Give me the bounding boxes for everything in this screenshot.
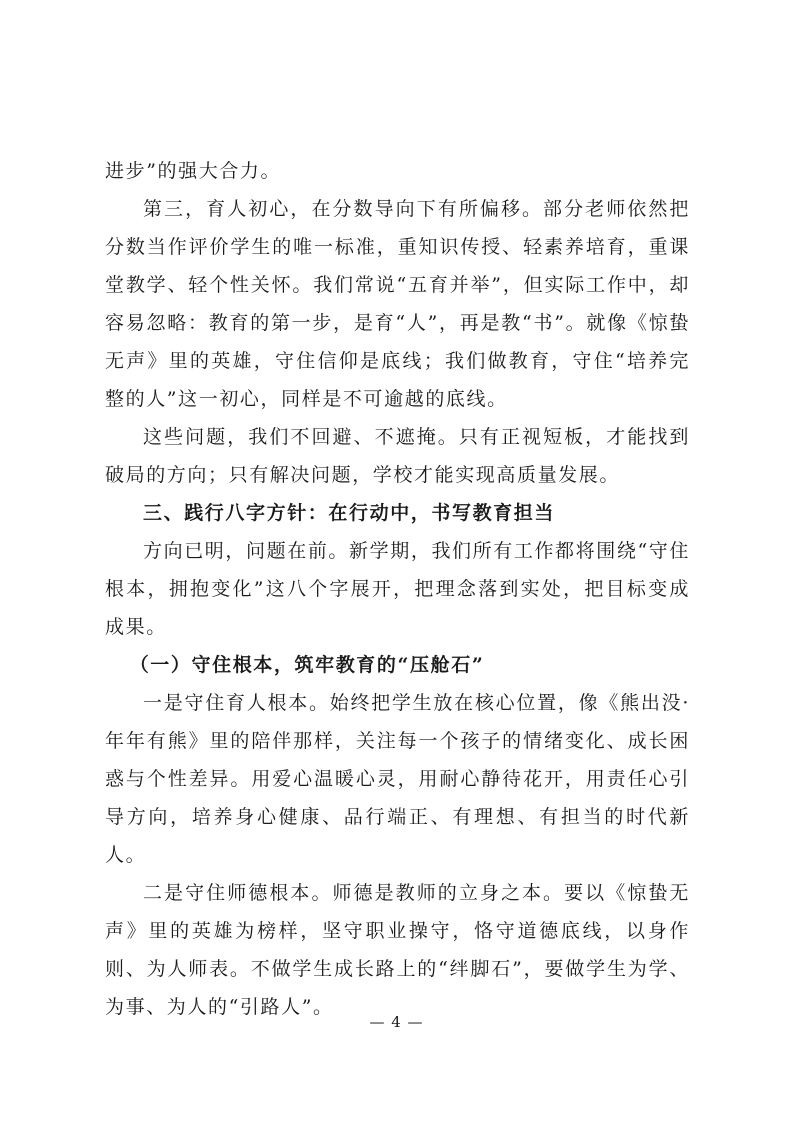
subsection-heading: （一）守住根本，筑牢教育的“压舱石” [129, 654, 485, 676]
paragraph-continuation: 进步”的强大合力。 [105, 160, 282, 182]
paragraph-teacher-ethics: 二是守住师德根本。师德是教师的立身之本。要以《惊蛰无声》里的英雄为榜样，坚守职业操守，恪守道德底线，以身作则、为人师表。不做学生成长路上的“绊脚石”，要做学生为学、为事、为人的“引路人”。 [105, 882, 690, 1018]
page-number: — 4 — [369, 1013, 424, 1031]
paragraph-third-issue: 第三，育人初心，在分数导向下有所偏移。部分老师依然把分数当作评价学生的唯一标准，重知识传授、轻素养培育，重课堂教学、轻个性关怀。我们常说“五育并举”，但实际工作中，却容易忽略：教育的第一步，是育“人”，再是教“书”。就像《惊蛰无声》里的英雄，守住信仰是底线；我们做教育，守住“培养完整的人”这一初心，同样是不可逾越的底线。 [105, 198, 690, 410]
paragraph-problems-summary: 这些问题，我们不回避、不遮掩。只有正视短板，才能找到破局的方向；只有解决问题，学校才能实现高质量发展。 [105, 426, 690, 486]
section-heading: 三、践行八字方针：在行动中，书写教育担当 [143, 502, 556, 524]
document-body [105, 152, 690, 1026]
paragraph-section-intro: 方向已明，问题在前。新学期，我们所有工作都将围绕“守住根本，拥抱变化”这八个字展开，把理念落到实处，把目标变成成果。 [105, 540, 690, 638]
paragraph-student-root: 一是守住育人根本。始终把学生放在核心位置，像《熊出没·年年有熊》里的陪伴那样，关注每一个孩子的情绪变化、成长困惑与个性差异。用爱心温暖心灵，用耐心静待花开，用责任心引导方向，培养身心健康、品行端正、有理想、有担当的时代新人。 [105, 692, 690, 866]
